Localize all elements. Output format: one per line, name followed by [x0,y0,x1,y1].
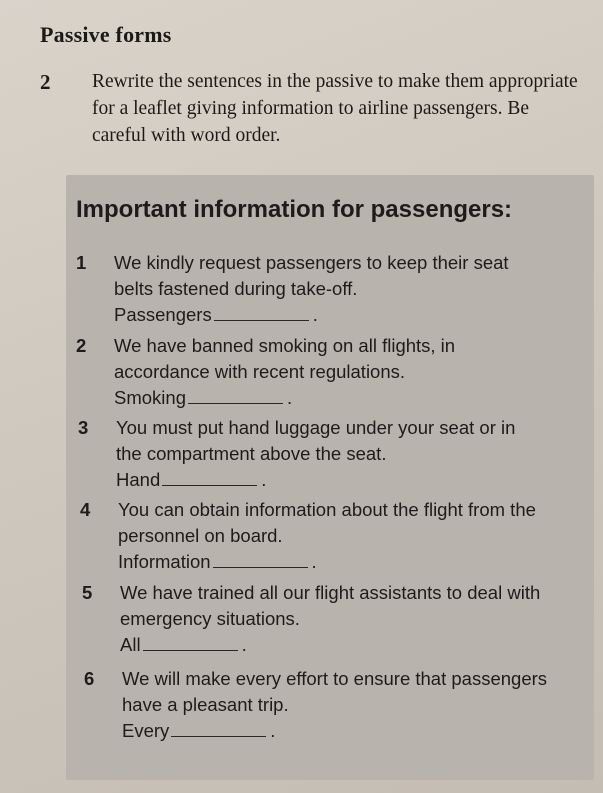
item-sentence: You can obtain information about the flight from the personnel on board. [118,499,536,546]
exercise-instructions: Rewrite the sentences in the passive to make them appropriate for a leaflet giving information to airline passengers. Be careful with word order. [92,71,578,146]
answer-end: . [311,551,317,572]
answer-blank[interactable] [188,401,283,404]
answer-blank[interactable] [171,734,266,737]
answer-start: Information [118,551,211,572]
answer-start: Hand [116,469,161,490]
item-sentence: We kindly request passengers to keep their seat belts fastened during take-off. [114,252,509,299]
item-answer-line [118,549,548,575]
item-number: 4 [80,499,91,520]
item-number: 6 [84,668,95,689]
answer-start: All [120,634,141,655]
item-answer-line [120,632,550,658]
answer-blank[interactable] [143,648,238,651]
info-box-title: Important information for passengers: [76,196,513,223]
item-answer-line [122,718,552,744]
answer-blank[interactable] [162,483,257,486]
answer-start: Smoking [114,387,186,408]
answer-end: . [261,469,267,490]
answer-blank[interactable] [213,565,308,568]
item-answer-line [116,467,546,493]
item-number: 1 [76,252,87,273]
item-sentence: You must put hand luggage under your seat or in the compartment above the seat. [116,417,516,464]
section-title: Passive forms [40,22,172,47]
item-number: 2 [76,335,87,356]
exercise-number: 2 [40,70,51,94]
item-sentence: We have banned smoking on all flights, in accordance with recent regulations. [114,335,456,382]
answer-end: . [241,634,247,655]
item-number: 3 [78,417,89,438]
item-number: 5 [82,582,93,603]
item-answer-line [114,385,544,411]
item-sentence: We will make every effort to ensure that passengers have a pleasant trip. [122,668,548,715]
answer-end: . [286,387,293,408]
answer-start: Every [122,720,170,741]
answer-end: . [312,304,318,325]
item-sentence: We have trained all our flight assistants to deal with emergency situations. [120,582,541,629]
answer-blank[interactable] [214,318,309,321]
answer-start: Passengers [114,304,212,325]
answer-end: . [270,720,276,741]
item-answer-line [114,302,544,328]
